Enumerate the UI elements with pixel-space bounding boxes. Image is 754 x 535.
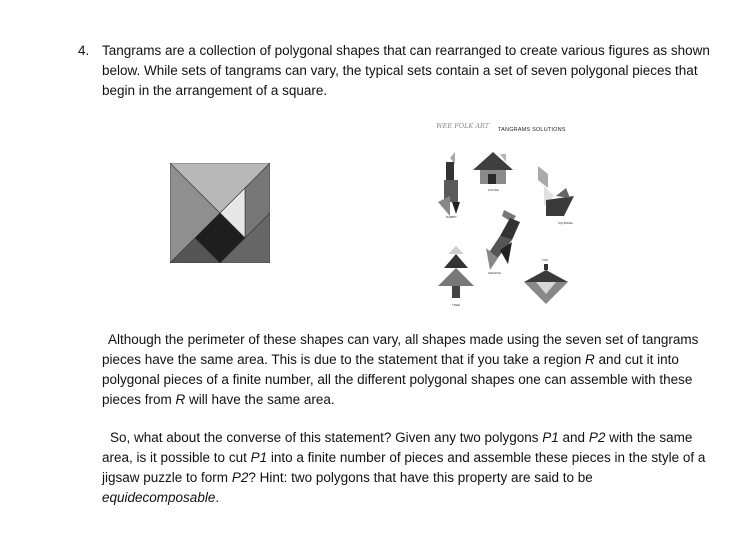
converse-question-paragraph: So, what about the converse of this statement? Given any two polygons P1 and P2 with the same area, is it possible to cut P1 into a finite number of pieces and assemble these pieces in the style of a jigsaw puzzle to form P2? Hint: two polygons that have this property are said to be equidecomposable. [102,430,706,505]
tangram-square-figure [170,163,270,263]
giraffe-shape [486,210,520,275]
wee-folk-art-logo: WEE FOLK ART [436,122,490,130]
equidecomposable-term: equidecomposable [102,490,216,505]
tangram-solutions-figure [428,118,588,318]
giraffe-label: GIRAFFE [488,271,502,275]
question-intro-paragraph: Tangrams are a collection of polygonal shapes that can rearranged to create various figures as shown below. While sets of tangrams can vary, the typical sets contain a set of seven polygonal pieces that begin in the arrangement of a square. [102,43,710,98]
top-shape [524,258,568,304]
tree-shape [438,246,474,307]
house-label: HOUSE [488,188,499,192]
rabbit-label: RABBIT [446,215,457,219]
area-statement-paragraph: Although the perimeter of these shapes can vary, all shapes made using the seven set of tangrams pieces have the same area. This is due to the statement that if you take a region R and cut it into polygonal pieces of a finite number, all the different polygonal shapes one can assemble with these pieces from R will have the same area. [102,332,699,407]
solutions-title: TANGRAMS SOLUTIONS [498,127,566,133]
question-number: 4. [78,43,90,58]
tree-label: TREE [452,303,461,307]
top-label: TOP [542,258,549,262]
house-shape [473,152,513,192]
squirrel-shape [538,166,574,225]
rabbit-shape [438,152,460,219]
squirrel-label: SQUIRREL [558,221,574,225]
